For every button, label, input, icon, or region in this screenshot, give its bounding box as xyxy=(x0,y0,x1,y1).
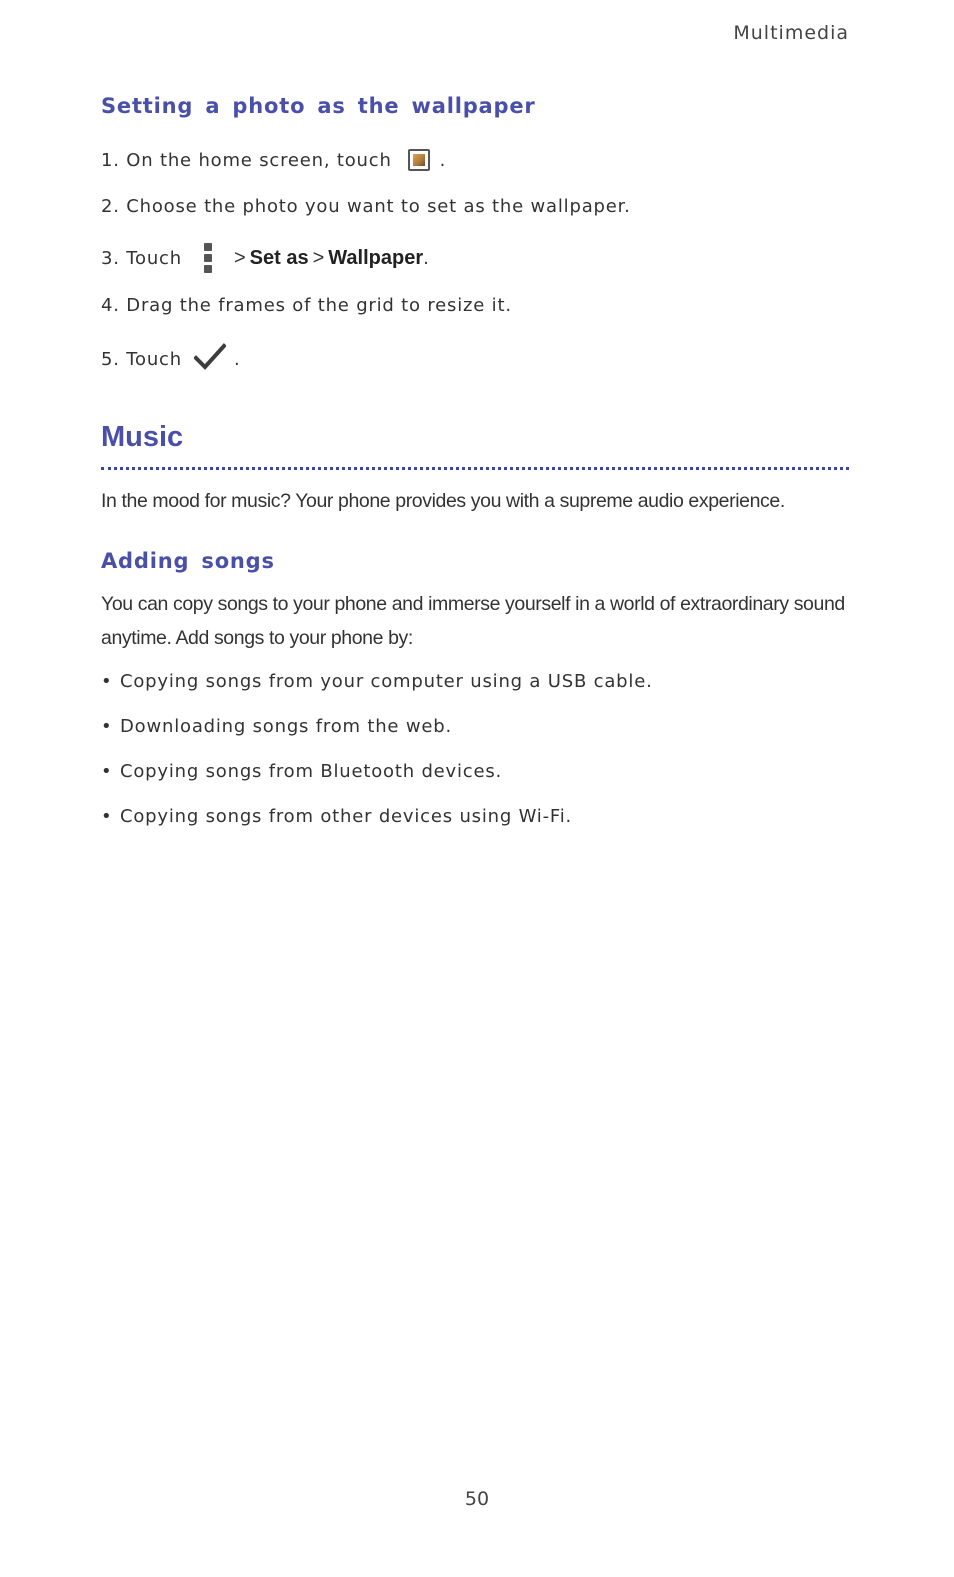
step-5-text: 5. Touch xyxy=(101,348,182,370)
step-3 xyxy=(101,242,429,274)
step-3-sep-2: > xyxy=(312,246,325,269)
step-3-text: 3. Touch xyxy=(101,247,182,269)
step-3-sep-1: > xyxy=(233,246,246,269)
step-2-text: 2. Choose the photo you want to set as the wallpaper. xyxy=(101,195,631,217)
music-intro: In the mood for music? Your phone provides you with a supreme audio experience. xyxy=(101,490,785,512)
step-3-end: . xyxy=(423,247,429,269)
list-item-text: Copying songs from your computer using a USB cable. xyxy=(120,671,653,692)
step-1 xyxy=(101,146,446,174)
step-5 xyxy=(101,343,241,375)
bullet-symbol: • xyxy=(101,761,113,782)
list-item xyxy=(101,716,452,737)
step-2 xyxy=(101,192,631,220)
step-5-end: . xyxy=(233,348,241,370)
page-number: 50 xyxy=(464,1488,490,1510)
list-item-text: Copying songs from Bluetooth devices. xyxy=(120,761,503,782)
list-item xyxy=(101,761,502,782)
step-4-text: 4. Drag the frames of the grid to resize it. xyxy=(101,294,512,316)
gallery-icon xyxy=(408,149,430,171)
music-title: Music xyxy=(101,421,184,453)
list-item-text: Downloading songs from the web. xyxy=(120,716,452,737)
bullet-symbol: • xyxy=(101,671,113,692)
list-item xyxy=(101,806,572,827)
check-icon xyxy=(194,343,226,376)
set-as-label: Set as xyxy=(249,246,309,269)
adding-songs-heading: Adding songs xyxy=(101,549,275,573)
wallpaper-label: Wallpaper xyxy=(328,246,424,269)
list-item xyxy=(101,671,653,692)
bullet-symbol: • xyxy=(101,716,113,737)
list-item-text: Copying songs from other devices using Wi-Fi. xyxy=(120,806,573,827)
bullet-symbol: • xyxy=(101,806,113,827)
step-4 xyxy=(101,291,512,319)
step-1-text: 1. On the home screen, touch xyxy=(101,149,392,171)
step-1-end: . xyxy=(439,149,447,171)
wallpaper-heading: Setting a photo as the wallpaper xyxy=(101,94,536,118)
adding-songs-description: You can copy songs to your phone and immerse yourself in a world of extraordinary sound anytime. Add songs to your phone by: xyxy=(101,593,845,649)
section-divider xyxy=(101,467,849,470)
menu-icon xyxy=(204,243,212,273)
running-header: Multimedia xyxy=(733,22,849,44)
